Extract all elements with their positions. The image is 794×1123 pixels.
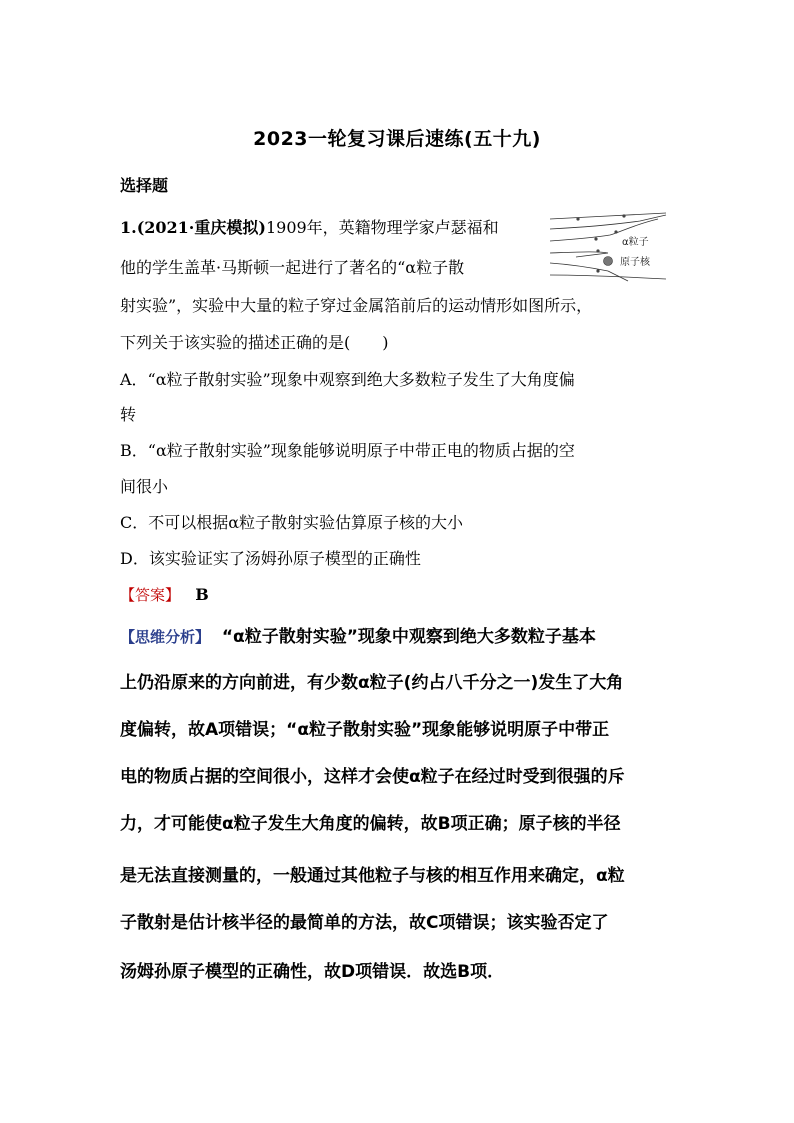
trajectory-line bbox=[550, 213, 666, 219]
analysis-line-7: 子散射是估计核半径的最简单的方法，故C项错误；该实验否定了 bbox=[120, 913, 609, 933]
answer-line bbox=[120, 585, 209, 605]
option-b-line-1: B．“α粒子散射实验”现象能够说明原子中带正电的物质占据的空 bbox=[120, 441, 575, 460]
analysis-text-1: “α粒子散射实验”现象中观察到绝大多数粒子基本 bbox=[221, 627, 596, 647]
page-title: 2023一轮复习课后速练(五十九) bbox=[253, 128, 541, 150]
question-text-1: 1909年，英籍物理学家卢瑟福和 bbox=[265, 218, 499, 237]
option-c: C．不可以根据α粒子散射实验估算原子核的大小 bbox=[120, 513, 464, 532]
option-a-line-2: 转 bbox=[120, 405, 137, 424]
option-b-line-2: 间很小 bbox=[120, 477, 169, 496]
alpha-particle bbox=[614, 230, 617, 233]
trajectory-line bbox=[550, 263, 608, 271]
analysis-line-3: 度偏转，故A项错误；“α粒子散射实验”现象能够说明原子中带正 bbox=[120, 720, 610, 740]
analysis-line-4: 电的物质占据的空间很小，这样才会使α粒子在经过时受到很强的斥 bbox=[120, 767, 625, 787]
alpha-particle bbox=[594, 237, 597, 240]
alpha-particle bbox=[596, 269, 599, 272]
section-heading: 选择题 bbox=[120, 176, 169, 195]
trajectory-line bbox=[550, 252, 608, 253]
analysis-tag: 【思维分析】 bbox=[120, 628, 211, 646]
question-number-source: 1.(2021·重庆模拟) bbox=[120, 218, 266, 237]
question-line-4: 下列关于该实验的描述正确的是( ) bbox=[120, 333, 389, 352]
question-line-2: 他的学生盖革·马斯顿一起进行了著名的“α粒子散 bbox=[120, 258, 465, 277]
question-line-3: 射实验”，实验中大量的粒子穿过金属箔前后的运动情形如图所示， bbox=[120, 296, 593, 315]
answer-tag: 【答案】 bbox=[120, 586, 181, 604]
analysis-line-8: 汤姆孙原子模型的正确性，故D项错误．故选B项． bbox=[120, 962, 505, 982]
trajectory-line bbox=[550, 275, 666, 279]
alpha-particle bbox=[596, 249, 599, 252]
trajectory-line bbox=[550, 215, 666, 229]
trajectory-line bbox=[576, 253, 608, 257]
analysis-line-5: 力，才可能使α粒子发生大角度的偏转，故B项正确；原子核的半径 bbox=[120, 814, 621, 834]
trajectory-line bbox=[608, 271, 628, 281]
alpha-label: α粒子 bbox=[622, 237, 649, 248]
analysis-line-6: 是无法直接测量的，一般通过其他粒子与核的相互作用来确定，α粒 bbox=[120, 866, 625, 886]
alpha-particle bbox=[622, 214, 625, 217]
answer-value: B bbox=[195, 585, 209, 604]
atomic-nucleus bbox=[604, 257, 613, 266]
option-a-line-1: A．“α粒子散射实验”现象中观察到绝大多数粒子发生了大角度偏 bbox=[120, 370, 575, 389]
nucleus-label: 原子核 bbox=[620, 257, 650, 268]
question-line-1 bbox=[120, 218, 499, 238]
alpha-scattering-figure bbox=[548, 211, 672, 291]
alpha-particle bbox=[576, 217, 579, 220]
analysis-line-1 bbox=[120, 626, 596, 648]
option-d: D．该实验证实了汤姆孙原子模型的正确性 bbox=[120, 549, 421, 568]
analysis-line-2: 上仍沿原来的方向前进，有少数α粒子(约占八千分之一)发生了大角 bbox=[120, 673, 624, 693]
